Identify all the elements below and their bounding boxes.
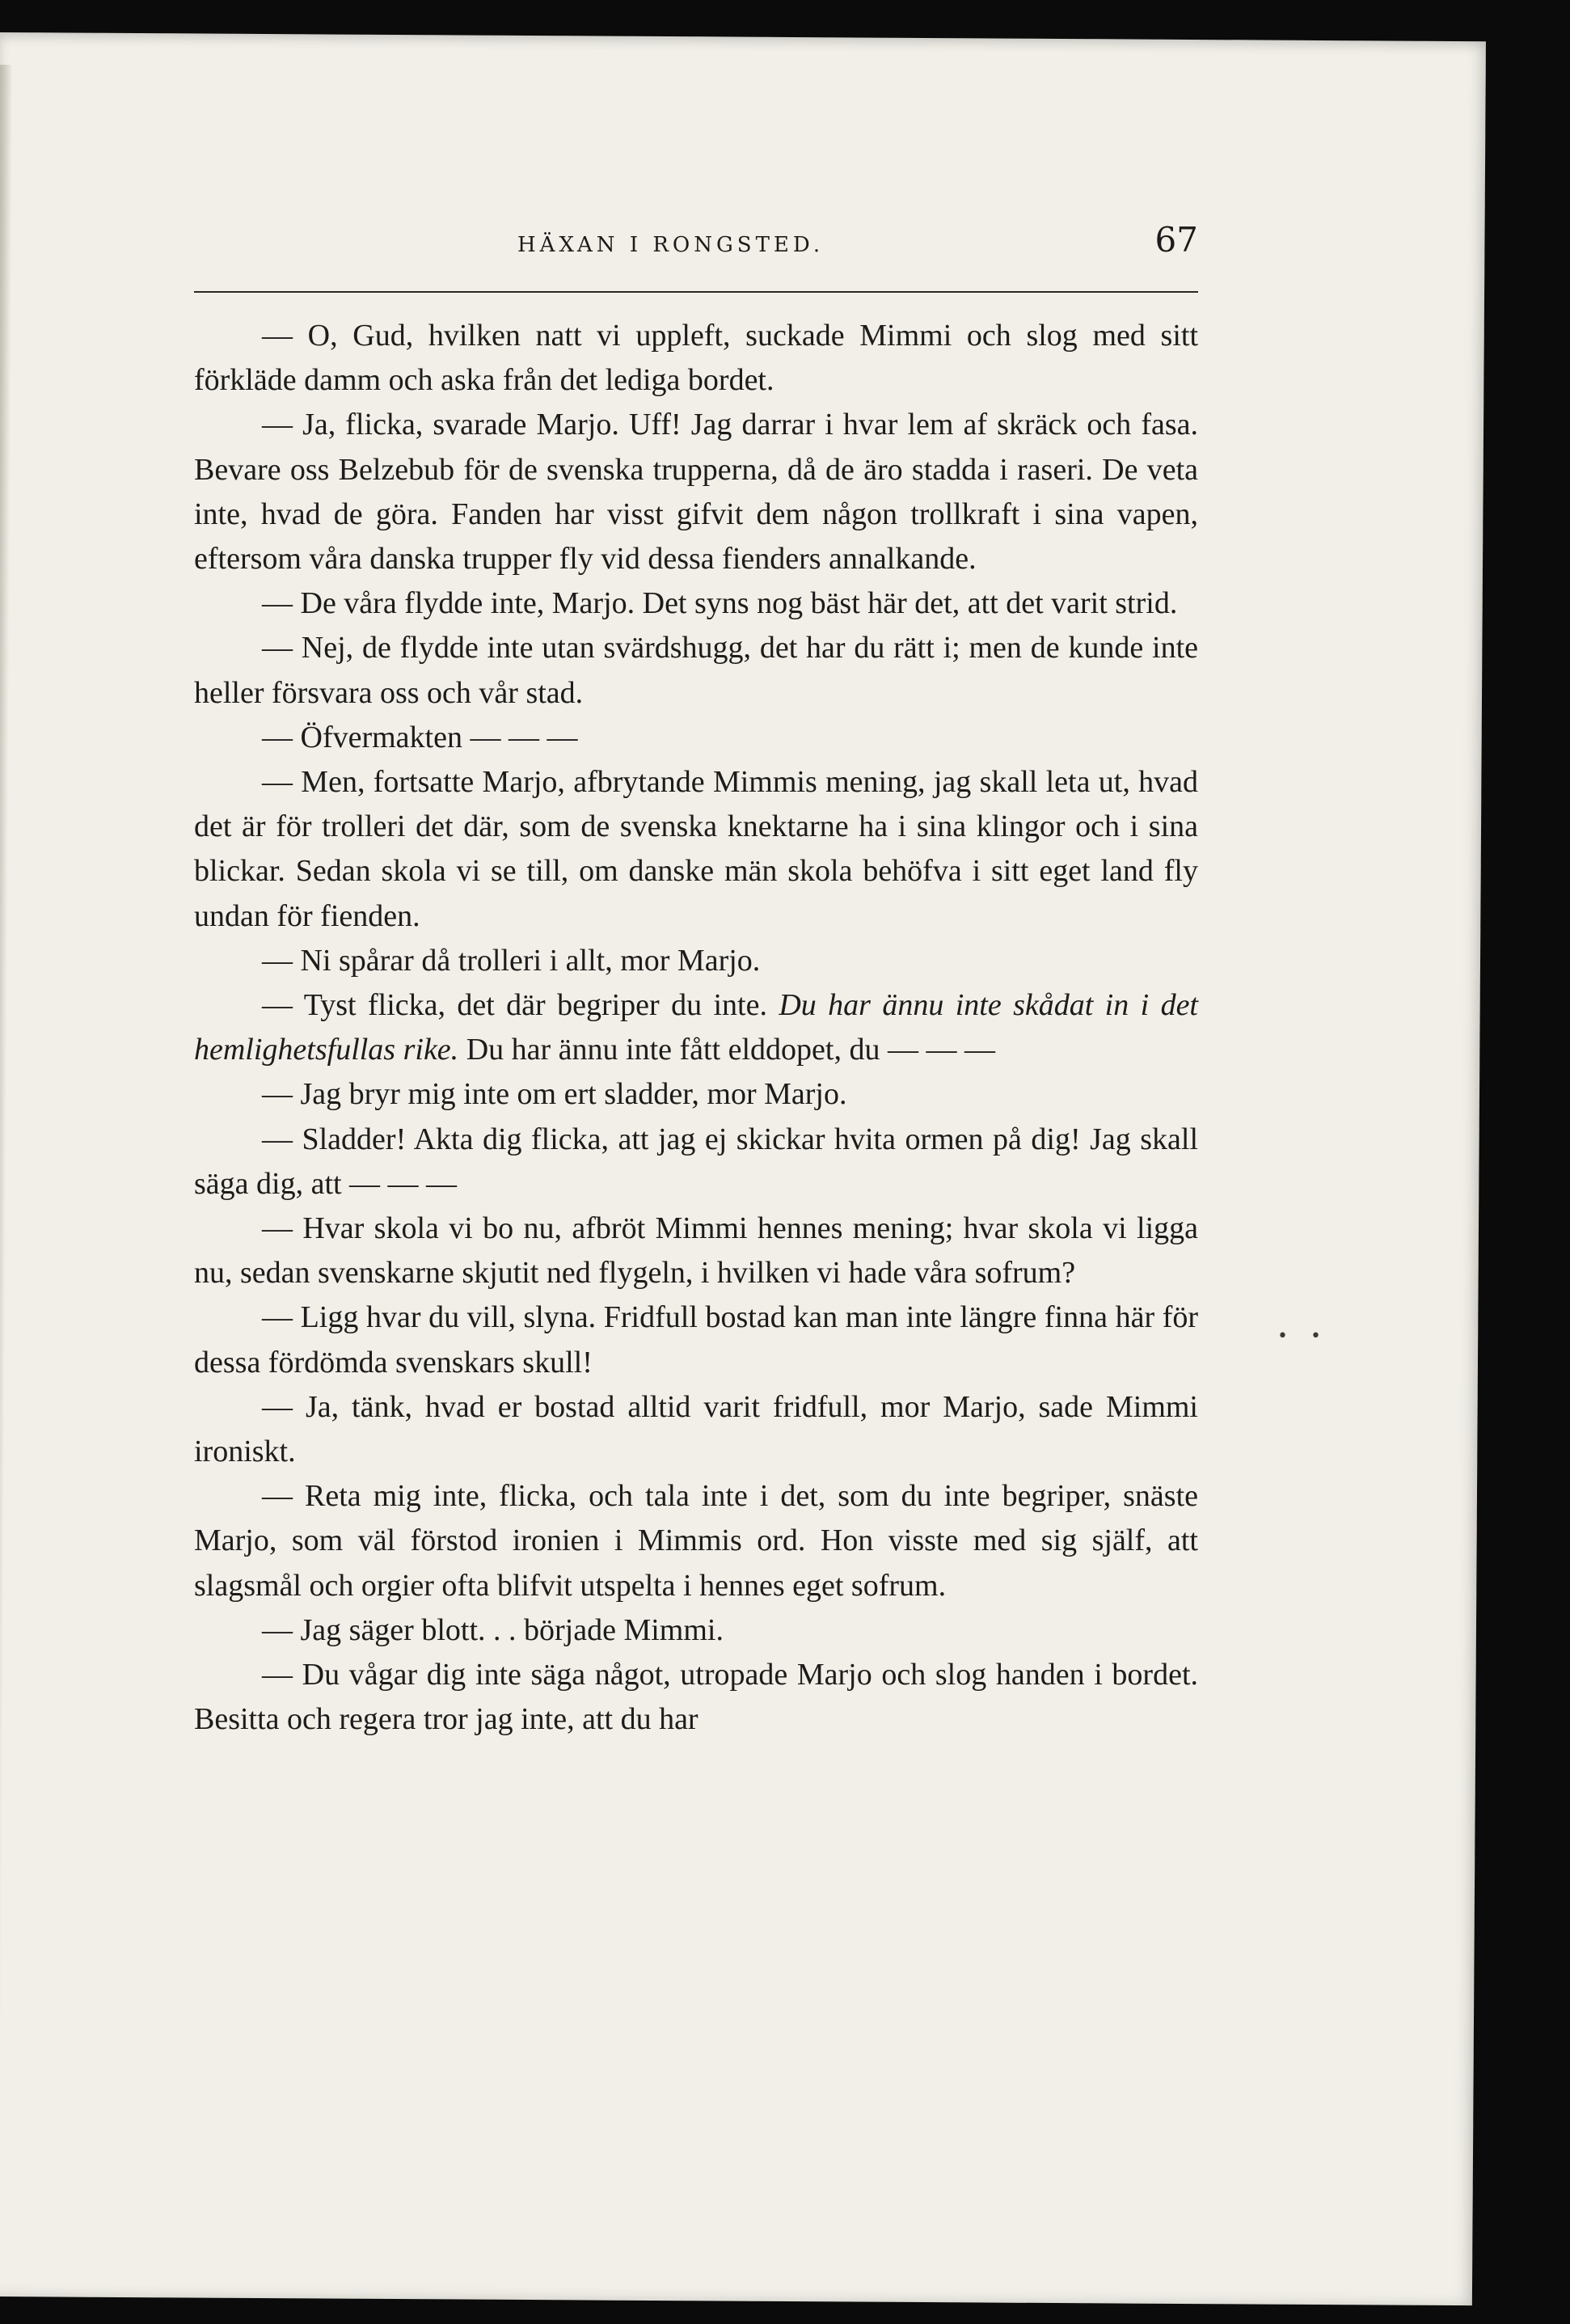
paragraph: — O, Gud, hvilken natt vi uppleft, suckade Mimmi och slog med sitt förkläde damm och aska från det lediga bordet.: [194, 319, 1198, 398]
paragraph: — Ja, tänk, hvad er bostad alltid varit fridfull, mor Marjo, sade Mimmi ironiskt.: [194, 1389, 1198, 1469]
paragraph: — Jag bryr mig inte om ert sladder, mor Marjo.: [262, 1077, 847, 1112]
paragraph: — Ja, flicka, svarade Marjo. Uff! Jag darrar i hvar lem af skräck och fasa. Bevare oss Belzebub för de svenska trupperna, då de äro stadda i raseri. De veta inte, hvad de göra. Fanden har visst gifvit dem någon trollkraft i sina vapen, eftersom våra danska trupper fly vid dessa fienders annalkande.: [194, 408, 1198, 577]
paragraph-with-italic: [194, 983, 1198, 1072]
paragraph: — Hvar skola vi bo nu, afbröt Mimmi hennes mening; hvar skola vi ligga nu, sedan svenskarne skjutit ned flygeln, i hvilken vi hade våra sofrum?: [194, 1211, 1198, 1291]
paragraph: — Ni spårar då trolleri i allt, mor Marjo.: [262, 943, 761, 978]
paragraph: — De våra flydde inte, Marjo. Det syns nog bäst här det, att det varit strid.: [262, 586, 1178, 621]
italic-phrase: Du har ännu inte skådat in i det hemlighetsfullas rike.: [194, 988, 1198, 1067]
margin-specks: ••: [1277, 1326, 1344, 1346]
paragraph: — Jag säger blott. . . började Mimmi.: [262, 1612, 724, 1647]
body-text: [194, 314, 1198, 1743]
paragraph-text: Du har ännu inte fått elddopet, du — — —: [458, 1033, 995, 1067]
paragraph: — Du vågar dig inte säga något, utropade Marjo och slog handen i bordet. Besitta och regera tror jag inte, att du har: [194, 1658, 1198, 1737]
paragraph: — Nej, de flydde inte utan svärdshugg, det har du rätt i; men de kunde inte heller försvara oss och vår stad.: [194, 631, 1198, 710]
paragraph: — Öfvermakten — — —: [262, 720, 578, 754]
paragraph: — Men, fortsatte Marjo, afbrytande Mimmis mening, jag skall leta ut, hvad det är för trolleri det där, som de svenska knektarne ha i sina klingor och i sina blickar. Sedan skola vi se till, om danske män skola behöfva i sitt eget land fly undan för fienden.: [194, 765, 1198, 933]
binding-edge: [0, 65, 13, 2324]
page-number: 67: [1154, 220, 1198, 260]
paragraph: — Sladder! Akta dig flicka, att jag ej skickar hvita ormen på dig! Jag skall säga dig, att — — —: [194, 1122, 1198, 1201]
paragraph: — Reta mig inte, flicka, och tala inte i det, som du inte begriper, snäste Marjo, som väl förstod ironien i Mimmis ord. Hon visste med sig själf, att slagsmål och orgier ofta blifvit utspelta i hennes eget sofrum.: [194, 1479, 1198, 1603]
paragraph-text: — Tyst flicka, det där begriper du inte.: [262, 988, 779, 1023]
header-rule: [194, 291, 1198, 293]
page-header: [194, 220, 1198, 277]
running-head: HÄXAN I RONGSTED.: [517, 233, 825, 257]
paragraph: — Ligg hvar du vill, slyna. Fridfull bostad kan man inte längre finna här för dessa fördömda svenskars skull!: [194, 1300, 1198, 1380]
